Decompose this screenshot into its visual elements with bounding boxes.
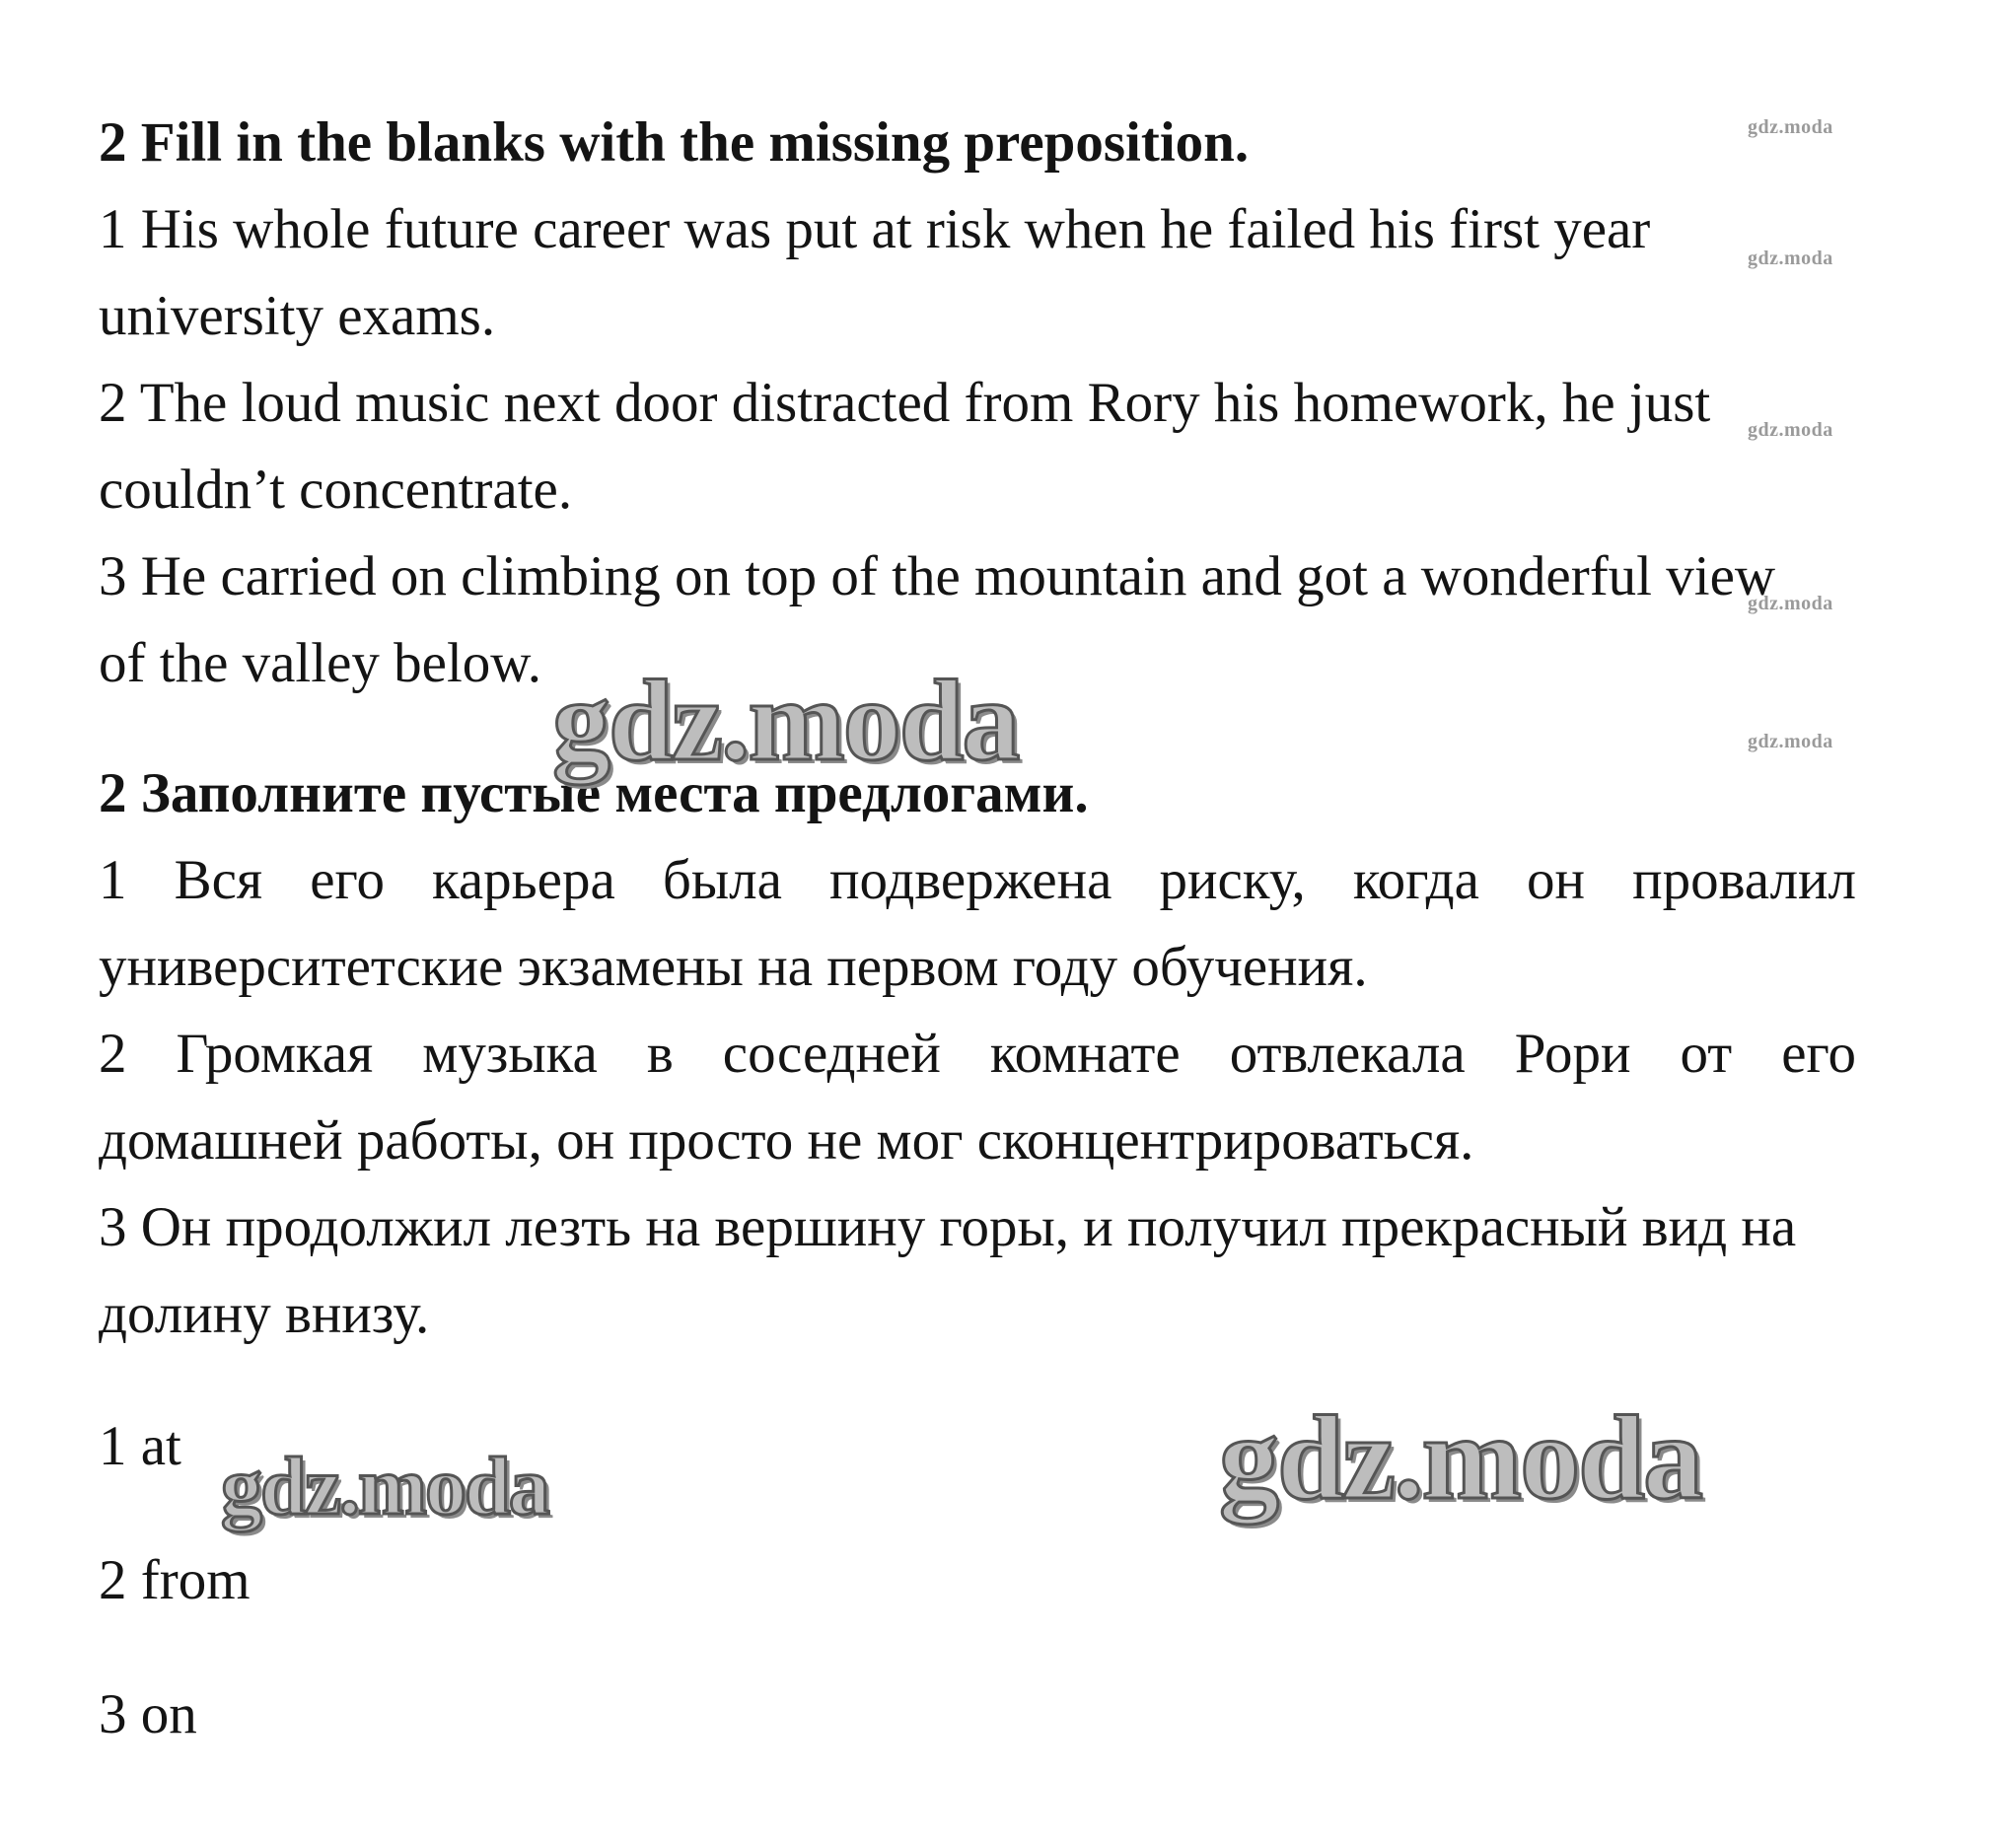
watermark-small-2: gdz.moda <box>1748 248 1833 269</box>
english-item-3-line-1: 3 He carried on climbing on top of the mountain and got a wonderful view <box>99 545 1776 607</box>
russian-item-2-line-2: домашней работы, он просто не мог сконцентрироваться. <box>99 1109 1474 1172</box>
answer-1: 1 at <box>99 1415 181 1477</box>
english-item-2-line-1: 2 The loud music next door distracted from Rory his homework, he just <box>99 372 1711 434</box>
russian-item-3-line-2: долину внизу. <box>99 1283 430 1345</box>
answer-3: 3 on <box>99 1683 197 1745</box>
watermark-large-3: gdz.moda <box>1219 1391 1701 1525</box>
watermark-large-2: gdz.moda <box>221 1441 548 1532</box>
watermark-small-5: gdz.moda <box>1748 731 1833 752</box>
watermark-small-4: gdz.moda <box>1748 593 1833 614</box>
english-item-3-line-2: of the valley below. <box>99 632 541 694</box>
answer-2: 2 from <box>99 1549 251 1611</box>
russian-item-1-line-1: 1 Вся его карьера была подвержена риску, когда он провалил <box>99 849 1856 911</box>
watermark-small-3: gdz.moda <box>1748 419 1833 441</box>
watermark-small-1: gdz.moda <box>1748 116 1833 138</box>
watermark-large-1: gdz.moda <box>552 656 1019 785</box>
russian-item-2-line-1: 2 Громкая музыка в соседней комнате отвлекала Рори от его <box>99 1023 1856 1085</box>
english-item-2-line-2: couldn’t concentrate. <box>99 459 573 521</box>
english-heading: 2 Fill in the blanks with the missing preposition. <box>99 111 1250 174</box>
russian-item-3-line-1: 3 Он продолжил лезть на вершину горы, и получил прекрасный вид на <box>99 1196 1797 1258</box>
english-item-1-line-2: university exams. <box>99 285 496 347</box>
english-item-1-line-1: 1 His whole future career was put at risk when he failed his first year <box>99 198 1651 260</box>
russian-heading: 2 Заполните пустые места предлогами. <box>99 762 1089 824</box>
russian-item-1-line-2: университетские экзамены на первом году обучения. <box>99 936 1368 998</box>
